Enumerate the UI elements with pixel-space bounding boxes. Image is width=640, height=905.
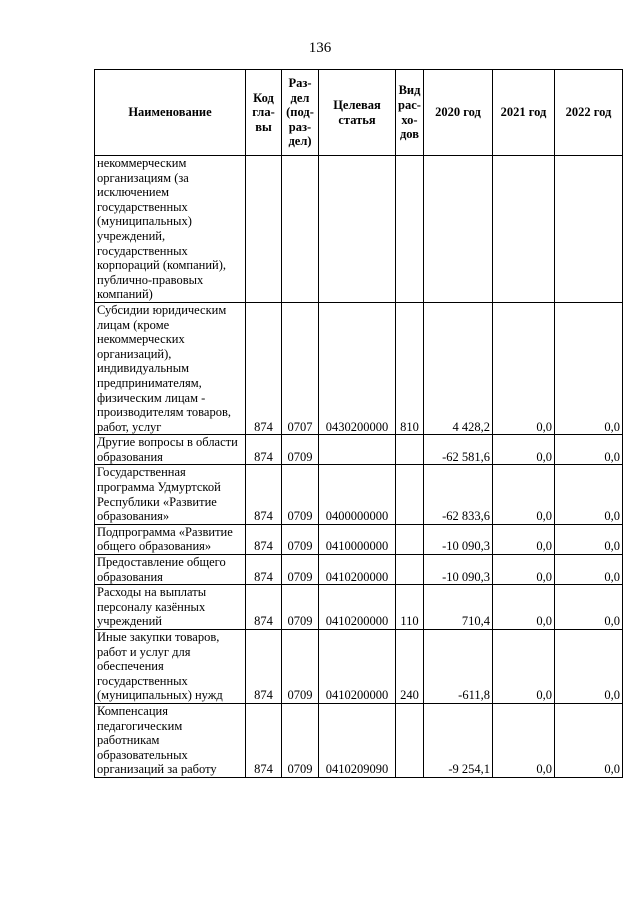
table-row xyxy=(95,465,623,524)
row-type xyxy=(396,703,424,777)
row-type: 240 xyxy=(396,630,424,704)
row-2022: 0,0 xyxy=(555,630,623,704)
row-2022: 0,0 xyxy=(555,524,623,554)
row-2021: 0,0 xyxy=(493,585,555,630)
header-code: Код гла-вы xyxy=(246,70,282,156)
header-2020: 2020 год xyxy=(424,70,493,156)
table-row xyxy=(95,156,623,303)
row-2021 xyxy=(493,156,555,303)
row-code: 874 xyxy=(246,465,282,524)
row-2021: 0,0 xyxy=(493,435,555,465)
row-2022 xyxy=(555,156,623,303)
row-code: 874 xyxy=(246,302,282,434)
row-section: 0709 xyxy=(282,555,319,585)
row-name: Субсидии юридическим лицам (кроме некоммерческих организаций), индивидуальным предпринимателям, физическим лицам - производителям товаров, работ, услуг xyxy=(95,302,246,434)
table-row xyxy=(95,555,623,585)
row-2021: 0,0 xyxy=(493,465,555,524)
header-section: Раз-дел (под-раз-дел) xyxy=(282,70,319,156)
row-name: Другие вопросы в области образования xyxy=(95,435,246,465)
header-2022: 2022 год xyxy=(555,70,623,156)
row-name: Предоставление общего образования xyxy=(95,555,246,585)
row-2020: -10 090,3 xyxy=(424,555,493,585)
row-2022: 0,0 xyxy=(555,302,623,434)
row-2022: 0,0 xyxy=(555,435,623,465)
row-2021: 0,0 xyxy=(493,703,555,777)
row-2020 xyxy=(424,156,493,303)
row-code: 874 xyxy=(246,630,282,704)
row-section: 0709 xyxy=(282,630,319,704)
row-type: 810 xyxy=(396,302,424,434)
table-row xyxy=(95,435,623,465)
row-code: 874 xyxy=(246,585,282,630)
table-row xyxy=(95,630,623,704)
row-2022: 0,0 xyxy=(555,555,623,585)
page-number: 136 xyxy=(308,40,332,56)
row-type: 110 xyxy=(396,585,424,630)
row-section: 0709 xyxy=(282,585,319,630)
row-name: Компенсация педагогическим работникам образовательных организаций за работу xyxy=(95,703,246,777)
table-row xyxy=(95,585,623,630)
row-name: Государственная программа Удмуртской Республики «Развитие образования» xyxy=(95,465,246,524)
row-section xyxy=(282,156,319,303)
row-2022: 0,0 xyxy=(555,465,623,524)
row-name: некоммерческим организациям (за исключением государственных (муниципальных) учреждений, государственных корпораций (компаний), публично-правовых компаний) xyxy=(95,156,246,303)
row-2020: -10 090,3 xyxy=(424,524,493,554)
row-name: Подпрограмма «Развитие общего образования» xyxy=(95,524,246,554)
row-2021: 0,0 xyxy=(493,524,555,554)
header-name: Наименование xyxy=(95,70,246,156)
row-code: 874 xyxy=(246,524,282,554)
row-article: 0410200000 xyxy=(319,630,396,704)
row-section: 0709 xyxy=(282,465,319,524)
row-section: 0709 xyxy=(282,435,319,465)
table-row xyxy=(95,302,623,434)
table-header-row xyxy=(95,70,623,156)
row-section: 0709 xyxy=(282,703,319,777)
row-2020: 4 428,2 xyxy=(424,302,493,434)
row-article: 0410200000 xyxy=(319,555,396,585)
header-article: Целевая статья xyxy=(319,70,396,156)
row-type xyxy=(396,156,424,303)
row-code: 874 xyxy=(246,435,282,465)
row-type xyxy=(396,524,424,554)
header-type: Вид рас-хо-дов xyxy=(396,70,424,156)
row-section: 0709 xyxy=(282,524,319,554)
row-type xyxy=(396,435,424,465)
row-code: 874 xyxy=(246,703,282,777)
row-name: Расходы на выплаты персоналу казённых учреждений xyxy=(95,585,246,630)
row-2022: 0,0 xyxy=(555,585,623,630)
row-section: 0707 xyxy=(282,302,319,434)
row-2020: -9 254,1 xyxy=(424,703,493,777)
row-article: 0430200000 xyxy=(319,302,396,434)
row-2021: 0,0 xyxy=(493,555,555,585)
row-code xyxy=(246,156,282,303)
row-2020: -611,8 xyxy=(424,630,493,704)
row-code: 874 xyxy=(246,555,282,585)
row-2022: 0,0 xyxy=(555,703,623,777)
row-type xyxy=(396,465,424,524)
row-2020: -62 833,6 xyxy=(424,465,493,524)
table-row xyxy=(95,524,623,554)
row-2021: 0,0 xyxy=(493,630,555,704)
row-article: 0410200000 xyxy=(319,585,396,630)
row-article: 0410209090 xyxy=(319,703,396,777)
row-article: 0400000000 xyxy=(319,465,396,524)
row-type xyxy=(396,555,424,585)
table-row xyxy=(95,703,623,777)
row-2020: -62 581,6 xyxy=(424,435,493,465)
row-article xyxy=(319,435,396,465)
row-article: 0410000000 xyxy=(319,524,396,554)
row-2021: 0,0 xyxy=(493,302,555,434)
budget-table xyxy=(94,69,623,778)
row-2020: 710,4 xyxy=(424,585,493,630)
row-name: Иные закупки товаров, работ и услуг для обеспечения государственных (муниципальных) нужд xyxy=(95,630,246,704)
row-article xyxy=(319,156,396,303)
header-2021: 2021 год xyxy=(493,70,555,156)
